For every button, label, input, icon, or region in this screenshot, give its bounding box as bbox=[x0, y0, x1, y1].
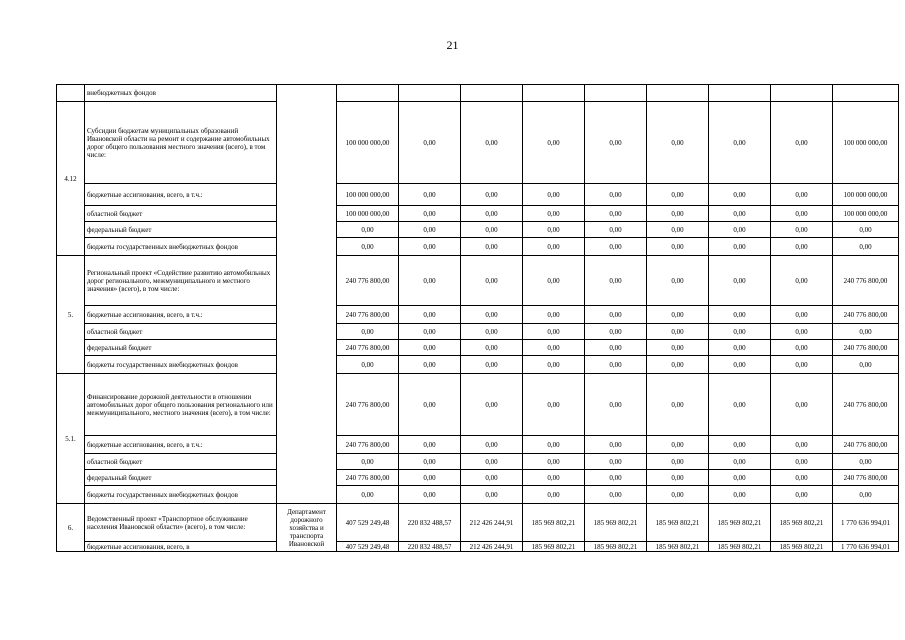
row-label: бюджетные ассигнования, всего, в т.ч.: bbox=[85, 306, 277, 324]
table-row bbox=[57, 454, 899, 470]
amount-cell bbox=[461, 85, 523, 102]
amount-cell: 0,00 bbox=[523, 102, 585, 184]
amount-cell: 0,00 bbox=[337, 454, 399, 470]
row-number: 5.1. bbox=[57, 374, 85, 504]
amount-cell: 0,00 bbox=[399, 436, 461, 454]
amount-cell: 0,00 bbox=[709, 306, 771, 324]
amount-cell: 0,00 bbox=[833, 222, 899, 238]
row-label: федеральный бюджет bbox=[85, 340, 277, 356]
row-label: бюджетные ассигнования, всего, в т.ч.: bbox=[85, 184, 277, 206]
amount-cell: 0,00 bbox=[709, 436, 771, 454]
amount-cell: 0,00 bbox=[337, 238, 399, 256]
amount-cell: 0,00 bbox=[771, 102, 833, 184]
amount-cell: 0,00 bbox=[585, 454, 647, 470]
amount-cell: 0,00 bbox=[585, 256, 647, 306]
amount-cell: 0,00 bbox=[709, 324, 771, 340]
amount-cell: 240 776 800,00 bbox=[833, 256, 899, 306]
row-label: бюджеты государственных внебюджетных фондов bbox=[85, 486, 277, 504]
amount-cell: 0,00 bbox=[461, 454, 523, 470]
amount-cell: 0,00 bbox=[647, 454, 709, 470]
amount-cell: 0,00 bbox=[585, 102, 647, 184]
amount-cell: 0,00 bbox=[523, 470, 585, 486]
amount-cell: 0,00 bbox=[647, 102, 709, 184]
amount-cell: 185 969 802,21 bbox=[523, 504, 585, 542]
amount-cell: 100 000 000,00 bbox=[833, 184, 899, 206]
amount-cell: 100 000 000,00 bbox=[833, 206, 899, 222]
amount-cell bbox=[771, 85, 833, 102]
amount-cell: 0,00 bbox=[709, 356, 771, 374]
row-label: федеральный бюджет bbox=[85, 222, 277, 238]
amount-cell: 407 529 249,48 bbox=[337, 542, 399, 552]
amount-cell: 0,00 bbox=[647, 238, 709, 256]
row-label: областной бюджет bbox=[85, 324, 277, 340]
amount-cell: 0,00 bbox=[647, 374, 709, 436]
amount-cell: 0,00 bbox=[647, 206, 709, 222]
amount-cell: 0,00 bbox=[771, 256, 833, 306]
amount-cell: 0,00 bbox=[523, 306, 585, 324]
amount-cell: 0,00 bbox=[833, 454, 899, 470]
amount-cell: 0,00 bbox=[523, 256, 585, 306]
amount-cell: 0,00 bbox=[461, 102, 523, 184]
amount-cell: 0,00 bbox=[399, 306, 461, 324]
amount-cell: 0,00 bbox=[523, 184, 585, 206]
amount-cell: 185 969 802,21 bbox=[647, 542, 709, 552]
table-row bbox=[57, 356, 899, 374]
amount-cell: 0,00 bbox=[585, 306, 647, 324]
amount-cell: 0,00 bbox=[523, 454, 585, 470]
amount-cell: 0,00 bbox=[771, 222, 833, 238]
amount-cell: 240 776 800,00 bbox=[337, 470, 399, 486]
amount-cell: 407 529 249,48 bbox=[337, 504, 399, 542]
amount-cell: 0,00 bbox=[709, 374, 771, 436]
amount-cell: 0,00 bbox=[523, 324, 585, 340]
amount-cell: 0,00 bbox=[771, 306, 833, 324]
amount-cell: 0,00 bbox=[771, 454, 833, 470]
amount-cell: 0,00 bbox=[647, 222, 709, 238]
amount-cell: 0,00 bbox=[585, 340, 647, 356]
amount-cell: 0,00 bbox=[461, 374, 523, 436]
amount-cell bbox=[523, 85, 585, 102]
row-label: бюджетные ассигнования, всего, в bbox=[85, 542, 277, 552]
amount-cell: 185 969 802,21 bbox=[771, 542, 833, 552]
amount-cell: 0,00 bbox=[833, 324, 899, 340]
amount-cell: 185 969 802,21 bbox=[585, 542, 647, 552]
responsible-executor: Департамент дорожного хозяйства и транспорта Ивановской bbox=[277, 504, 337, 552]
amount-cell: 185 969 802,21 bbox=[647, 504, 709, 542]
amount-cell: 0,00 bbox=[523, 238, 585, 256]
amount-cell: 0,00 bbox=[523, 374, 585, 436]
amount-cell: 0,00 bbox=[461, 470, 523, 486]
amount-cell: 0,00 bbox=[399, 222, 461, 238]
row-number bbox=[57, 85, 85, 102]
amount-cell: 185 969 802,21 bbox=[585, 504, 647, 542]
amount-cell: 0,00 bbox=[461, 436, 523, 454]
amount-cell: 0,00 bbox=[647, 486, 709, 504]
amount-cell: 0,00 bbox=[461, 256, 523, 306]
amount-cell: 240 776 800,00 bbox=[833, 470, 899, 486]
table-row bbox=[57, 486, 899, 504]
amount-cell: 0,00 bbox=[585, 222, 647, 238]
amount-cell: 0,00 bbox=[399, 356, 461, 374]
amount-cell: 0,00 bbox=[337, 486, 399, 504]
table-row bbox=[57, 542, 899, 552]
amount-cell: 0,00 bbox=[523, 340, 585, 356]
amount-cell: 212 426 244,91 bbox=[461, 542, 523, 552]
amount-cell: 0,00 bbox=[771, 206, 833, 222]
amount-cell: 0,00 bbox=[709, 256, 771, 306]
amount-cell: 0,00 bbox=[709, 222, 771, 238]
amount-cell: 0,00 bbox=[461, 486, 523, 504]
amount-cell: 0,00 bbox=[461, 238, 523, 256]
amount-cell: 0,00 bbox=[585, 356, 647, 374]
table-row bbox=[57, 238, 899, 256]
row-label: федеральный бюджет bbox=[85, 470, 277, 486]
amount-cell: 212 426 244,91 bbox=[461, 504, 523, 542]
amount-cell: 0,00 bbox=[647, 324, 709, 340]
amount-cell: 0,00 bbox=[585, 206, 647, 222]
amount-cell: 0,00 bbox=[647, 356, 709, 374]
amount-cell: 1 770 636 994,01 bbox=[833, 504, 899, 542]
amount-cell: 0,00 bbox=[399, 324, 461, 340]
amount-cell: 240 776 800,00 bbox=[337, 374, 399, 436]
row-label: областной бюджет bbox=[85, 454, 277, 470]
amount-cell: 0,00 bbox=[461, 206, 523, 222]
budget-table bbox=[56, 84, 899, 552]
amount-cell: 0,00 bbox=[399, 486, 461, 504]
amount-cell: 0,00 bbox=[647, 470, 709, 486]
amount-cell: 0,00 bbox=[647, 436, 709, 454]
amount-cell: 100 000 000,00 bbox=[337, 102, 399, 184]
amount-cell: 0,00 bbox=[399, 238, 461, 256]
amount-cell: 0,00 bbox=[461, 356, 523, 374]
amount-cell: 0,00 bbox=[461, 222, 523, 238]
row-label: бюджеты государственных внебюджетных фондов bbox=[85, 356, 277, 374]
amount-cell: 185 969 802,21 bbox=[709, 542, 771, 552]
amount-cell: 0,00 bbox=[523, 436, 585, 454]
amount-cell: 0,00 bbox=[647, 306, 709, 324]
amount-cell: 0,00 bbox=[461, 306, 523, 324]
amount-cell: 0,00 bbox=[585, 470, 647, 486]
page-number: 21 bbox=[446, 38, 459, 52]
row-number: 5. bbox=[57, 256, 85, 374]
amount-cell: 0,00 bbox=[523, 486, 585, 504]
amount-cell: 185 969 802,21 bbox=[523, 542, 585, 552]
table-row bbox=[57, 374, 899, 436]
table-row bbox=[57, 324, 899, 340]
amount-cell: 0,00 bbox=[337, 356, 399, 374]
amount-cell: 0,00 bbox=[771, 374, 833, 436]
amount-cell: 0,00 bbox=[337, 324, 399, 340]
amount-cell: 0,00 bbox=[585, 436, 647, 454]
table-row bbox=[57, 306, 899, 324]
amount-cell: 240 776 800,00 bbox=[833, 306, 899, 324]
amount-cell bbox=[833, 85, 899, 102]
amount-cell bbox=[399, 85, 461, 102]
amount-cell: 0,00 bbox=[833, 486, 899, 504]
amount-cell: 0,00 bbox=[399, 340, 461, 356]
amount-cell: 0,00 bbox=[709, 184, 771, 206]
amount-cell: 0,00 bbox=[709, 340, 771, 356]
amount-cell: 240 776 800,00 bbox=[337, 256, 399, 306]
table-row bbox=[57, 340, 899, 356]
amount-cell: 185 969 802,21 bbox=[771, 504, 833, 542]
amount-cell bbox=[647, 85, 709, 102]
amount-cell: 0,00 bbox=[647, 256, 709, 306]
amount-cell: 240 776 800,00 bbox=[833, 436, 899, 454]
amount-cell: 0,00 bbox=[399, 206, 461, 222]
table-body bbox=[57, 85, 899, 552]
amount-cell bbox=[709, 85, 771, 102]
responsible-executor bbox=[277, 85, 337, 504]
amount-cell: 220 832 488,57 bbox=[399, 542, 461, 552]
amount-cell: 0,00 bbox=[709, 102, 771, 184]
amount-cell: 240 776 800,00 bbox=[337, 306, 399, 324]
amount-cell: 0,00 bbox=[771, 324, 833, 340]
amount-cell: 0,00 bbox=[399, 184, 461, 206]
amount-cell: 240 776 800,00 bbox=[337, 436, 399, 454]
amount-cell: 0,00 bbox=[709, 454, 771, 470]
amount-cell: 0,00 bbox=[461, 340, 523, 356]
amount-cell: 0,00 bbox=[523, 206, 585, 222]
row-label: внебюджетных фондов bbox=[85, 85, 277, 102]
amount-cell: 0,00 bbox=[461, 324, 523, 340]
row-number: 6. bbox=[57, 504, 85, 552]
amount-cell: 100 000 000,00 bbox=[337, 206, 399, 222]
table-row bbox=[57, 436, 899, 454]
amount-cell: 0,00 bbox=[709, 206, 771, 222]
table-row bbox=[57, 206, 899, 222]
amount-cell: 0,00 bbox=[647, 184, 709, 206]
table-row bbox=[57, 504, 899, 542]
amount-cell bbox=[337, 85, 399, 102]
amount-cell: 0,00 bbox=[771, 436, 833, 454]
amount-cell: 100 000 000,00 bbox=[833, 102, 899, 184]
amount-cell: 100 000 000,00 bbox=[337, 184, 399, 206]
amount-cell: 0,00 bbox=[399, 256, 461, 306]
amount-cell: 0,00 bbox=[399, 470, 461, 486]
amount-cell: 185 969 802,21 bbox=[709, 504, 771, 542]
amount-cell: 0,00 bbox=[771, 238, 833, 256]
table-row bbox=[57, 102, 899, 184]
amount-cell: 1 770 636 994,01 bbox=[833, 542, 899, 552]
table-row bbox=[57, 256, 899, 306]
amount-cell: 0,00 bbox=[709, 238, 771, 256]
amount-cell: 0,00 bbox=[771, 340, 833, 356]
amount-cell: 0,00 bbox=[585, 238, 647, 256]
amount-cell: 0,00 bbox=[585, 374, 647, 436]
table-row bbox=[57, 222, 899, 238]
row-number: 4.12 bbox=[57, 102, 85, 256]
amount-cell: 0,00 bbox=[337, 222, 399, 238]
amount-cell: 0,00 bbox=[709, 470, 771, 486]
amount-cell: 0,00 bbox=[585, 324, 647, 340]
amount-cell: 220 832 488,57 bbox=[399, 504, 461, 542]
amount-cell: 240 776 800,00 bbox=[833, 340, 899, 356]
amount-cell: 0,00 bbox=[709, 486, 771, 504]
row-label: областной бюджет bbox=[85, 206, 277, 222]
amount-cell: 0,00 bbox=[647, 340, 709, 356]
amount-cell: 0,00 bbox=[461, 184, 523, 206]
amount-cell: 0,00 bbox=[399, 102, 461, 184]
amount-cell: 0,00 bbox=[585, 184, 647, 206]
amount-cell: 0,00 bbox=[585, 486, 647, 504]
row-label: бюджетные ассигнования, всего, в т.ч.: bbox=[85, 436, 277, 454]
row-label: Финансирование дорожной деятельности в отношении автомобильных дорог общего пользования регионального или межмуниципального, местного значения (всего), в том числе: bbox=[85, 374, 277, 436]
row-label: бюджеты государственных внебюджетных фондов bbox=[85, 238, 277, 256]
amount-cell: 0,00 bbox=[771, 184, 833, 206]
row-label: Субсидии бюджетам муниципальных образований Ивановской области на ремонт и содержание автомобильных дорог общего пользования местного значения (всего), в том числе: bbox=[85, 102, 277, 184]
amount-cell: 240 776 800,00 bbox=[337, 340, 399, 356]
amount-cell: 0,00 bbox=[833, 356, 899, 374]
amount-cell: 0,00 bbox=[833, 238, 899, 256]
amount-cell bbox=[585, 85, 647, 102]
amount-cell: 0,00 bbox=[771, 356, 833, 374]
row-label: Региональный проект «Содействие развитию автомобильных дорог регионального, межмуниципального и местного значения» (всего), в том числе: bbox=[85, 256, 277, 306]
amount-cell: 240 776 800,00 bbox=[833, 374, 899, 436]
row-label: Ведомственный проект «Транспортное обслуживание населения Ивановской области» (всего), в том числе: bbox=[85, 504, 277, 542]
table-row bbox=[57, 85, 899, 102]
amount-cell: 0,00 bbox=[771, 486, 833, 504]
amount-cell: 0,00 bbox=[523, 356, 585, 374]
amount-cell: 0,00 bbox=[523, 222, 585, 238]
table-row bbox=[57, 470, 899, 486]
amount-cell: 0,00 bbox=[771, 470, 833, 486]
amount-cell: 0,00 bbox=[399, 374, 461, 436]
table-row bbox=[57, 184, 899, 206]
amount-cell: 0,00 bbox=[399, 454, 461, 470]
